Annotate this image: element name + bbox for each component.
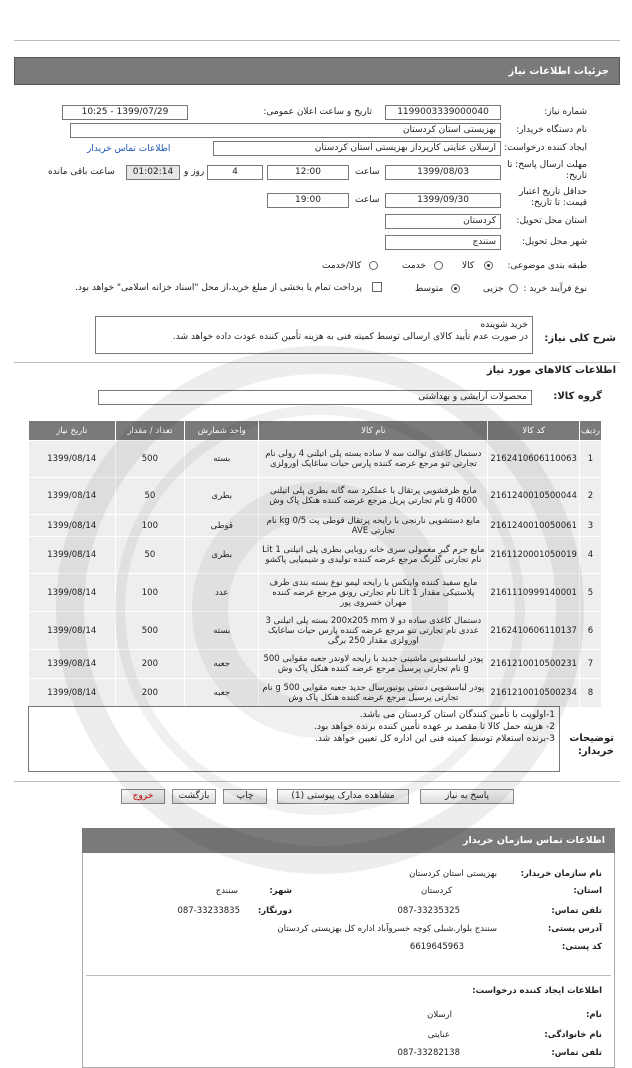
page-header bbox=[14, 57, 620, 85]
contact-postal: 6619645963 bbox=[409, 942, 464, 952]
notes-label: توضیحات خریدار: bbox=[569, 733, 614, 757]
process-label: نوع فرآیند خرید : bbox=[523, 284, 587, 294]
treasury-payment-checkbox[interactable] bbox=[372, 282, 382, 292]
buyer-contact-link[interactable]: اطلاعات تماس خریدار bbox=[87, 144, 171, 154]
cell-date: 1399/08/14 bbox=[29, 478, 116, 515]
creator-field: ارسلان عنایتی کارپرداز بهزیستی استان کردستان bbox=[213, 141, 501, 156]
cell-code: 2161240010500044 bbox=[488, 478, 580, 515]
contact-divider bbox=[86, 975, 611, 976]
goods-group-field: محصولات آرایشی و بهداشتی bbox=[98, 390, 532, 405]
cell-code: 2161110999140001 bbox=[488, 574, 580, 612]
remaining-time-field: 01:02:14 bbox=[126, 165, 180, 180]
cell-code: 2162410606110137 bbox=[488, 612, 580, 650]
cell-row: 7 bbox=[579, 650, 601, 679]
top-divider bbox=[14, 40, 620, 41]
table-row bbox=[29, 515, 602, 537]
cell-unit: قوطی bbox=[185, 515, 259, 537]
contact-city-label: شهر: bbox=[269, 886, 292, 896]
cell-name: پودر لباسشویی ماشینی جدید با رایحه لاوندر جعبه مقوایی 500 g نام تجارتی پرسیل مرجع عرضه کننده هنکل پاک وش bbox=[259, 650, 488, 679]
cell-date: 1399/08/14 bbox=[29, 612, 116, 650]
cell-date: 1399/08/14 bbox=[29, 441, 116, 478]
divider-goods bbox=[14, 362, 620, 363]
announce-date-field: 1399/07/29 - 10:25 bbox=[62, 105, 188, 120]
cell-code: 2161120001050019 bbox=[488, 537, 580, 574]
cell-row: 8 bbox=[579, 679, 601, 708]
cell-name: پودر لباسشویی دستی یونیورسال جدید جعبه مقوایی 500 g نام تجارتی پرسیل مرجع عرضه کننده هنکل پاک وش bbox=[259, 679, 488, 708]
note-line-1: 1-اولویت با تأمین کنندگان استان کردستان می باشد. bbox=[359, 710, 555, 720]
cell-row: 5 bbox=[579, 574, 601, 612]
contact-header bbox=[82, 828, 615, 853]
process-medium-label: متوسط bbox=[415, 284, 444, 294]
contact-phone-label: تلفن تماس: bbox=[551, 906, 602, 916]
cell-unit: بطری bbox=[185, 478, 259, 515]
contact-city: سنندج bbox=[215, 886, 238, 896]
col-unit: واحد شمارش bbox=[185, 421, 259, 441]
description-box bbox=[95, 316, 533, 354]
validity-label: حداقل تاریخ اعتبار قیمت: تا تاریخ: bbox=[519, 187, 587, 208]
province-label: استان محل تحویل: bbox=[516, 216, 587, 226]
col-code: کد کالا bbox=[488, 421, 580, 441]
contact-postal-label: کد پستی: bbox=[561, 942, 602, 952]
deadline-date-field: 1399/08/03 bbox=[385, 165, 501, 180]
table-row bbox=[29, 441, 602, 478]
deadline-time-label: ساعت bbox=[355, 167, 380, 177]
contact-card bbox=[82, 828, 615, 1068]
cell-qty: 200 bbox=[115, 650, 185, 679]
print-button[interactable]: چاپ bbox=[223, 789, 267, 804]
category-service-radio[interactable] bbox=[434, 261, 443, 270]
process-medium-radio[interactable] bbox=[451, 284, 460, 293]
days-field: 4 bbox=[207, 165, 263, 180]
table-row bbox=[29, 650, 602, 679]
contact-province: کردستان bbox=[420, 886, 452, 896]
cell-code: 2161210010500231 bbox=[488, 650, 580, 679]
creator-name-label: نام: bbox=[585, 1010, 602, 1020]
table-row bbox=[29, 478, 602, 515]
exit-button[interactable]: خروج bbox=[121, 789, 165, 804]
cell-name: مایع ظرفشویی پرتقال با عملکرد سه گانه بطری پلی اتیلنی 4000 g نام تجارتی پریل مرجع عرضه کننده هنکل پاک وش bbox=[259, 478, 488, 515]
cell-name: مایع جرم گیر معمولی سری خانه روبایی بطری پلی اتیلنی 1 Lit نام تجارتی گلرنگ مرجع عرضه کننده تولیدی و شیمیایی پاکشو bbox=[259, 537, 488, 574]
cell-date: 1399/08/14 bbox=[29, 537, 116, 574]
attachments-button[interactable]: مشاهده مدارک پیوستی (1) bbox=[277, 789, 409, 804]
category-both-label: کالا/خدمت bbox=[322, 261, 362, 271]
announce-label: تاریخ و ساعت اعلان عمومی: bbox=[263, 107, 372, 117]
buyer-org-label: نام دستگاه خریدار: bbox=[516, 125, 587, 135]
contact-title: اطلاعات تماس سازمان خریدار bbox=[462, 835, 605, 846]
cell-unit: جعبه bbox=[185, 679, 259, 708]
cell-code: 2161210010500234 bbox=[488, 679, 580, 708]
table-row bbox=[29, 574, 602, 612]
contact-fax: 087-33233835 bbox=[177, 906, 240, 916]
province-field: کردستان bbox=[385, 214, 501, 229]
cell-name: دستمال کاغذی ساده دو لا 200x205 mm بسته پلی اتیلنی 3 عددی نام تجارتی تنو مرجع عرضه کننده پارس حیات ساغایک اورولزی مقدار 250 برگی bbox=[259, 612, 488, 650]
validity-time-label: ساعت bbox=[355, 195, 380, 205]
contact-org: بهزیستی استان کردستان bbox=[409, 869, 497, 879]
cell-row: 6 bbox=[579, 612, 601, 650]
validity-time-field: 19:00 bbox=[267, 193, 349, 208]
cell-date: 1399/08/14 bbox=[29, 650, 116, 679]
cell-code: 2161240010050061 bbox=[488, 515, 580, 537]
cell-name: دستمال کاغذی توالت سه لا ساده بسته پلی اتیلنی 4 رولی نام تجارتی تنو مرجع عرضه کننده پارس حیات ساغایک اورولزی bbox=[259, 441, 488, 478]
cell-row: 4 bbox=[579, 537, 601, 574]
validity-date-field: 1399/09/30 bbox=[385, 193, 501, 208]
treasury-payment-note: پرداخت تمام یا بخشی از مبلغ خرید،از محل "اسناد خزانه اسلامی" خواهد بود. bbox=[74, 283, 362, 293]
creator-label: ایجاد کننده درخواست: bbox=[504, 143, 587, 153]
page-title: جزئیات اطلاعات نیاز bbox=[508, 66, 609, 77]
cell-row: 2 bbox=[579, 478, 601, 515]
cell-qty: 100 bbox=[115, 574, 185, 612]
cell-qty: 100 bbox=[115, 515, 185, 537]
buyer-org-field: بهزیستی استان کردستان bbox=[70, 123, 501, 138]
category-goods-radio[interactable] bbox=[484, 261, 493, 270]
cell-unit: بطری bbox=[185, 537, 259, 574]
description-label: شرح کلی نیاز: bbox=[544, 333, 616, 344]
city-label: شهر محل تحویل: bbox=[521, 237, 587, 247]
cell-qty: 50 bbox=[115, 537, 185, 574]
description-line-2: در صورت عدم تأیید کالای ارسالی توسط کمیته فنی به هزینه تأمین کننده عودت داده خواهد شد. bbox=[172, 332, 528, 342]
cell-date: 1399/08/14 bbox=[29, 515, 116, 537]
cell-unit: بسته bbox=[185, 441, 259, 478]
cell-unit: بسته bbox=[185, 612, 259, 650]
table-row bbox=[29, 679, 602, 708]
category-label: طبقه بندی موضوعی: bbox=[507, 261, 587, 271]
col-date: تاریخ نیاز bbox=[29, 421, 116, 441]
contact-address-label: آدرس پستی: bbox=[547, 924, 602, 934]
process-minor-label: جزیی bbox=[483, 284, 504, 294]
notes-box bbox=[28, 706, 560, 772]
col-qty: تعداد / مقدار bbox=[115, 421, 185, 441]
creator-family-label: نام خانوادگی: bbox=[544, 1030, 602, 1040]
category-goods-label: کالا bbox=[462, 261, 475, 271]
cell-unit: جعبه bbox=[185, 650, 259, 679]
col-name: نام کالا bbox=[259, 421, 488, 441]
city-field: سنندج bbox=[385, 235, 501, 250]
col-row: ردیف bbox=[579, 421, 601, 441]
note-line-2: 2- هزینه حمل کالا تا مقصد بر عهده تأمین کننده برنده خواهد بود. bbox=[314, 722, 555, 732]
cell-name: مایع سفید کننده وایتکس با رایحه لیمو نوع بسته بندی ظرف پلاستیکی مقدار 1 Lit نام تجارتی رونق مرجع عرضه کننده مهران خسروی پور bbox=[259, 574, 488, 612]
note-line-3: 3-برنده استعلام توسط کمیته فنی این اداره کل تعیین خواهد شد. bbox=[314, 734, 555, 744]
creator-family: عنایتی bbox=[427, 1030, 450, 1040]
cell-qty: 50 bbox=[115, 478, 185, 515]
cell-row: 1 bbox=[579, 441, 601, 478]
contact-org-label: نام سازمان خریدار: bbox=[520, 869, 602, 879]
description-line-1: خرید شوینده bbox=[480, 320, 528, 330]
cell-code: 2162410606110063 bbox=[488, 441, 580, 478]
table-row bbox=[29, 612, 602, 650]
contact-fax-label: دورنگار: bbox=[257, 906, 292, 916]
cell-qty: 200 bbox=[115, 679, 185, 708]
reply-button[interactable]: پاسخ به نیاز bbox=[420, 789, 514, 804]
remaining-label: ساعت باقی مانده bbox=[48, 167, 115, 177]
cell-date: 1399/08/14 bbox=[29, 574, 116, 612]
category-both-radio[interactable] bbox=[369, 261, 378, 270]
category-service-label: خدمت bbox=[402, 261, 426, 271]
cell-row: 3 bbox=[579, 515, 601, 537]
process-minor-radio[interactable] bbox=[509, 284, 518, 293]
cell-qty: 500 bbox=[115, 441, 185, 478]
goods-section-title: اطلاعات کالاهای مورد نیاز bbox=[486, 365, 616, 376]
contact-phone: 087-33235325 bbox=[397, 906, 460, 916]
creator-info-title: اطلاعات ایجاد کننده درخواست: bbox=[472, 986, 602, 996]
table-row bbox=[29, 537, 602, 574]
days-label: روز و bbox=[184, 167, 205, 177]
need-number-label: شماره نیاز: bbox=[544, 107, 587, 117]
goods-group-label: گروه کالا: bbox=[553, 391, 602, 402]
cell-unit: عدد bbox=[185, 574, 259, 612]
cell-date: 1399/08/14 bbox=[29, 679, 116, 708]
cell-name: مایع دستشویی نارنجی با رایحه پرتقال قوطی پت 0/5 kg نام تجارتی AVE bbox=[259, 515, 488, 537]
cell-qty: 500 bbox=[115, 612, 185, 650]
contact-province-label: استان: bbox=[573, 886, 602, 896]
creator-phone-label: تلفن تماس: bbox=[551, 1048, 602, 1058]
divider-buttons bbox=[14, 781, 620, 782]
creator-name: ارسلان bbox=[427, 1010, 452, 1020]
deadline-time-field: 12:00 bbox=[267, 165, 349, 180]
creator-phone: 087-33282138 bbox=[397, 1048, 460, 1058]
deadline-label: مهلت ارسال پاسخ: تا تاریخ: bbox=[507, 160, 587, 181]
need-number-field: 1199003339000040 bbox=[385, 105, 501, 120]
back-button[interactable]: بازگشت bbox=[172, 789, 216, 804]
contact-address: سنندج بلوار.شبلی کوچه خسروآباد اداره کل بهزیستی کردستان bbox=[277, 924, 497, 934]
goods-table bbox=[28, 420, 602, 708]
